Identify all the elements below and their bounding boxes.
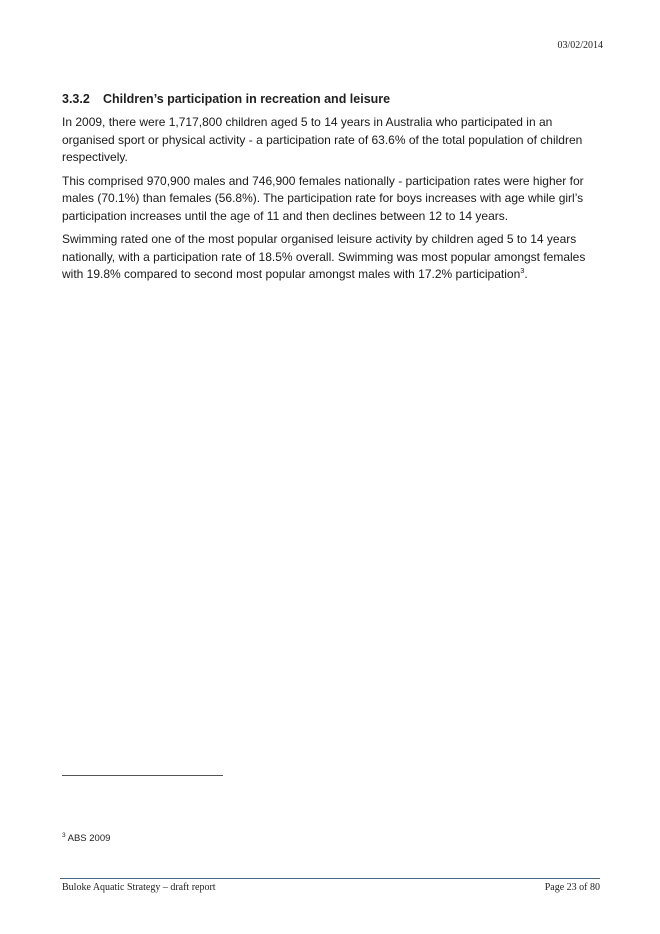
- body-text: [62, 114, 602, 290]
- section-title: Children’s participation in recreation and leisure: [103, 92, 391, 106]
- paragraph-3-end: .: [524, 267, 528, 281]
- footer-page-number: Page 23 of 80: [544, 882, 600, 893]
- paragraph-3: [62, 231, 602, 284]
- footnote-text: ABS 2009: [67, 833, 111, 844]
- header-date: 03/02/2014: [557, 40, 603, 51]
- footnote: [62, 833, 110, 844]
- paragraph-3-text: Swimming rated one of the most popular organised leisure activity by children aged 5 to 14 years nationally, with a participation rate of 18.5% overall. Swimming was most popular amongst females with 19.8% compared to second most popular amongst males with 17.2% participation: [62, 232, 586, 281]
- section-number: 3.3.2: [62, 92, 90, 106]
- footnote-divider: [62, 775, 223, 776]
- paragraph-2: This comprised 970,900 males and 746,900 females nationally - participation rates were higher for males (70.1%) than females (56.8%). The participation rate for boys increases with age while girl’s participation increases until the age of 11 and then declines between 12 to 14 years.: [62, 173, 584, 223]
- section-heading: [62, 92, 390, 106]
- footer-divider: [60, 878, 600, 879]
- footnote-reference[interactable]: 3: [520, 266, 525, 275]
- footer-document-title: Buloke Aquatic Strategy – draft report: [62, 882, 216, 893]
- footnote-marker: 3: [62, 831, 66, 839]
- paragraph-1: In 2009, there were 1,717,800 children aged 5 to 14 years in Australia who participated in an organised sport or physical activity - a participation rate of 63.6% of the total population of children respectively.: [62, 115, 583, 164]
